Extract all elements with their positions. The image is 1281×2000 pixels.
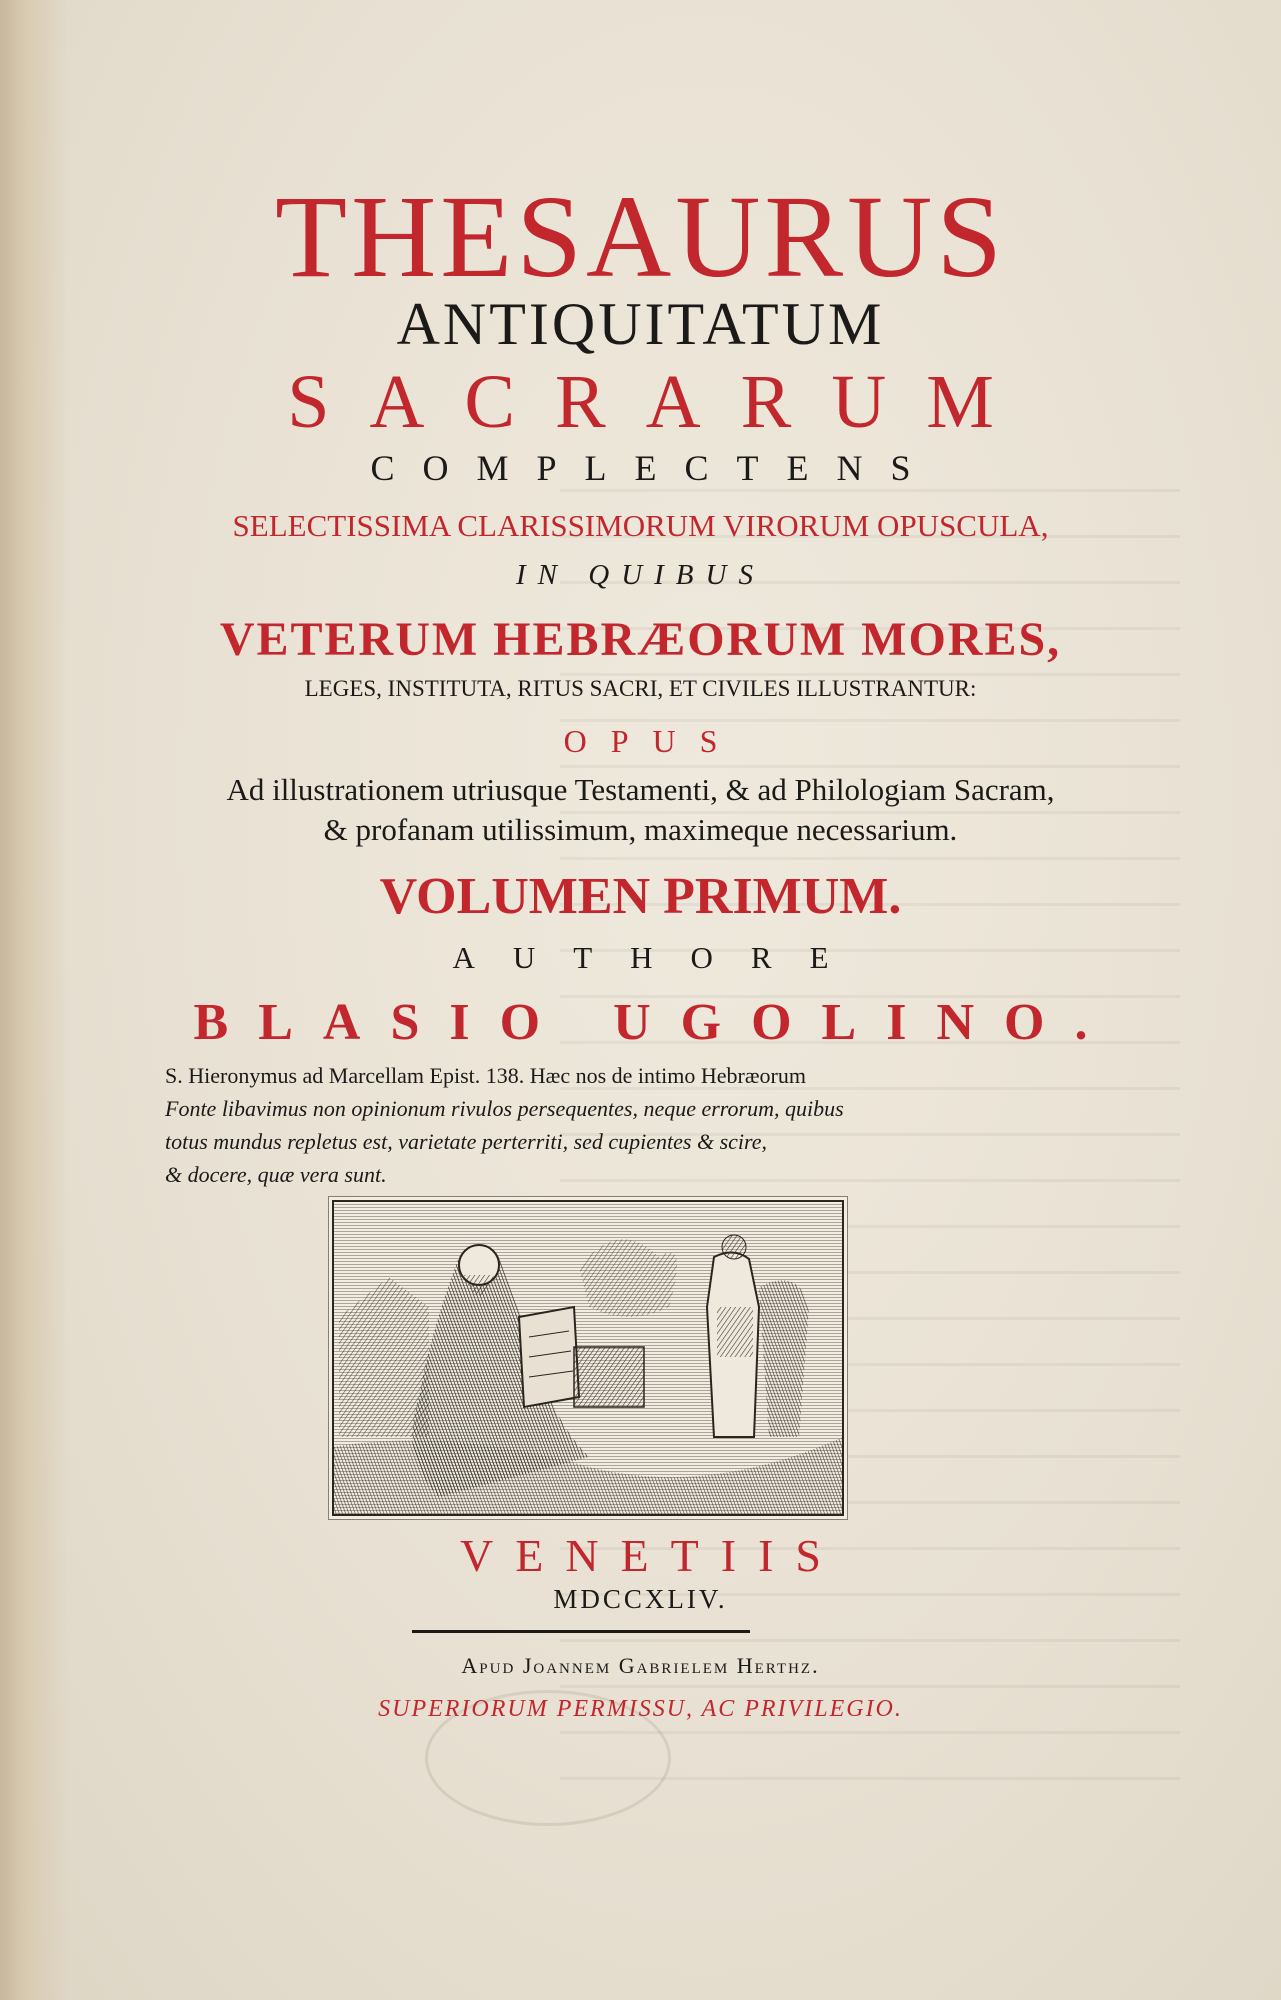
imprint-privilege: SUPERIORUM PERMISSU, AC PRIVILEGIO.: [378, 1696, 903, 1722]
title-line-opuscula: SELECTISSIMA CLARISSIMORUM VIRORUM OPUSCULA,: [232, 508, 1049, 543]
imprint-printer: Apud Joannem Gabrielem Herthz.: [461, 1653, 820, 1678]
author-name: BLASIO UGOLINO.: [193, 994, 1118, 1051]
authore-label: AUTHORE: [452, 940, 867, 975]
epigraph-line: & docere, quæ vera sunt.: [165, 1162, 387, 1187]
volume-label: VOLUMEN PRIMUM.: [379, 868, 902, 925]
imprint-year: MDCCXLIV.: [553, 1584, 728, 1614]
imprint-place: VENETIIS: [460, 1530, 843, 1581]
subtitle-antiquitatum: ANTIQUITATUM: [396, 291, 885, 357]
title-line-profanam: & profanam utilissimum, maximeque necessarium.: [323, 812, 958, 847]
subtitle-complectens: COMPLECTENS: [370, 448, 939, 488]
imprint-rule: [412, 1630, 750, 1633]
epigraph-line: Fonte libavimus non opinionum rivulos persequentes, neque errorum, quibus: [165, 1096, 844, 1121]
title-line-mores: VETERUM HEBRÆORUM MORES,: [219, 613, 1062, 666]
library-stamp: [425, 1690, 671, 1826]
title-line-opus: OPUS: [563, 723, 742, 759]
epigraph-line: S. Hieronymus ad Marcellam Epist. 138. Hæc nos de intimo Hebræorum: [165, 1063, 806, 1088]
moses-and-priest-engraving: [329, 1197, 847, 1519]
title-line-illustrationem: Ad illustrationem utriusque Testamenti, & ad Philologiam Sacram,: [226, 772, 1055, 807]
epigraph-line: totus mundus repletus est, varietate perterriti, sed cupientes & scire,: [165, 1129, 768, 1154]
title-line-in-quibus: IN QUIBUS: [516, 559, 765, 591]
title-line-leges: LEGES, INSTITUTA, RITUS SACRI, ET CIVILES ILLUSTRANTUR:: [304, 676, 977, 701]
main-title: THESAURUS: [275, 171, 1006, 302]
subtitle-sacrarum: SACRARUM: [287, 360, 1034, 444]
engraved-vignette: [328, 1196, 848, 1520]
